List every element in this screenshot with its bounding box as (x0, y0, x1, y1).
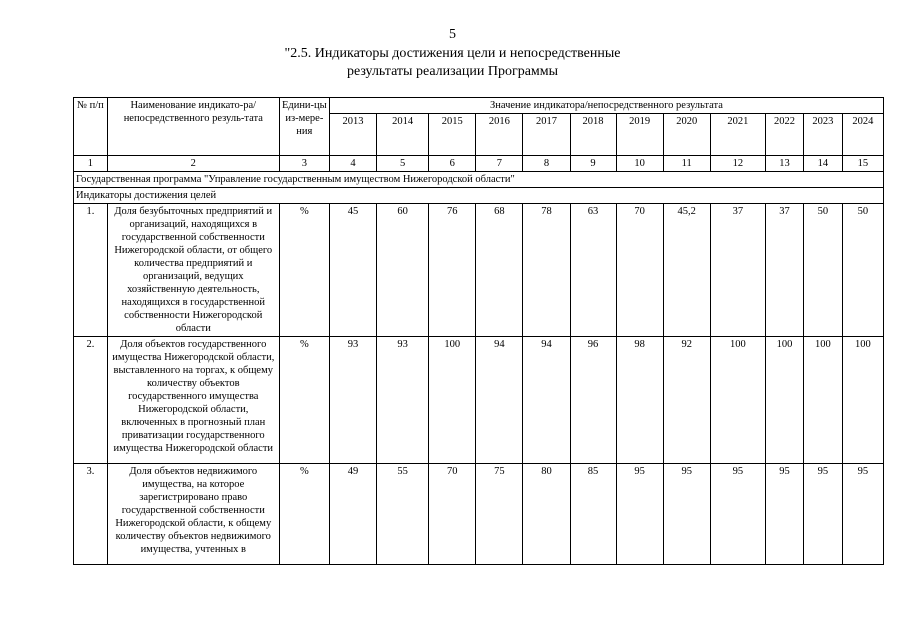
header-row-1 (74, 98, 884, 114)
indicator-unit: % (279, 337, 329, 464)
page-number: 5 (449, 27, 456, 42)
indicator-name: Доля безубыточных предприятий и организаций, находящихся в государственной собственности Нижегородской области, от общего количества предприятий и организаций, ведущих хозяйственную деятельность, находящихся в государственной собственности Нижегородской области (107, 204, 279, 337)
column-number: 10 (616, 156, 663, 172)
row-number: 3. (74, 464, 108, 565)
column-number: 2 (107, 156, 279, 172)
value-cell: 95 (663, 464, 710, 565)
header-year: 2015 (429, 114, 476, 156)
header-year: 2021 (710, 114, 765, 156)
table-row (74, 464, 884, 565)
value-cell: 55 (377, 464, 429, 565)
value-cell: 95 (616, 464, 663, 565)
value-cell: 45 (329, 204, 376, 337)
value-cell: 96 (570, 337, 616, 464)
value-cell: 92 (663, 337, 710, 464)
column-number: 5 (377, 156, 429, 172)
header-year: 2020 (663, 114, 710, 156)
value-cell: 100 (803, 337, 842, 464)
value-cell: 95 (842, 464, 883, 565)
value-cell: 95 (710, 464, 765, 565)
value-cell: 80 (523, 464, 570, 565)
header-year: 2013 (329, 114, 376, 156)
value-cell: 93 (377, 337, 429, 464)
value-cell: 75 (476, 464, 523, 565)
value-cell: 45,2 (663, 204, 710, 337)
value-cell: 98 (616, 337, 663, 464)
column-number: 1 (74, 156, 108, 172)
header-year: 2014 (377, 114, 429, 156)
value-cell: 60 (377, 204, 429, 337)
header-year: 2017 (523, 114, 570, 156)
header-value-group: Значение индикатора/непосредственного результата (329, 98, 883, 114)
program-row (74, 172, 884, 188)
column-number: 11 (663, 156, 710, 172)
header-unit: Едини-цы из-мере-ния (279, 98, 329, 156)
header-year: 2022 (766, 114, 804, 156)
indicator-name-cell (107, 464, 279, 565)
table-row (74, 204, 884, 337)
row-number: 2. (74, 337, 108, 464)
title-line-2: результаты реализации Программы (346, 64, 559, 79)
value-cell: 94 (476, 337, 523, 464)
row-number: 1. (74, 204, 108, 337)
value-cell: 49 (329, 464, 376, 565)
value-cell: 93 (329, 337, 376, 464)
value-cell: 70 (429, 464, 476, 565)
program-title: Государственная программа "Управление государственным имуществом Нижегородской области" (74, 172, 884, 188)
indicator-unit: % (279, 464, 329, 565)
value-cell: 50 (803, 204, 842, 337)
section-row (74, 188, 884, 204)
value-cell: 63 (570, 204, 616, 337)
header-year: 2019 (616, 114, 663, 156)
column-number: 9 (570, 156, 616, 172)
column-number: 12 (710, 156, 765, 172)
value-cell: 76 (429, 204, 476, 337)
value-cell: 50 (842, 204, 883, 337)
column-number: 14 (803, 156, 842, 172)
title-line-1: "2.5. Индикаторы достижения цели и непосредственные (284, 46, 621, 61)
value-cell: 100 (766, 337, 804, 464)
document-title (0, 45, 905, 81)
column-number: 3 (279, 156, 329, 172)
value-cell: 68 (476, 204, 523, 337)
header-year: 2018 (570, 114, 616, 156)
value-cell: 85 (570, 464, 616, 565)
value-cell: 37 (766, 204, 804, 337)
value-cell: 100 (429, 337, 476, 464)
section-title: Индикаторы достижения целей (74, 188, 884, 204)
header-year: 2024 (842, 114, 883, 156)
value-cell: 94 (523, 337, 570, 464)
value-cell: 95 (766, 464, 804, 565)
header-year: 2023 (803, 114, 842, 156)
column-number: 8 (523, 156, 570, 172)
column-number: 15 (842, 156, 883, 172)
value-cell: 37 (710, 204, 765, 337)
column-number: 6 (429, 156, 476, 172)
indicators-table (73, 97, 884, 565)
header-num: № п/п (74, 98, 108, 156)
value-cell: 95 (803, 464, 842, 565)
table-row (74, 337, 884, 464)
value-cell: 70 (616, 204, 663, 337)
indicator-name: Доля объектов государственного имущества Нижегородской области, выставленного на торгах, к общему количеству объектов государственного имущества Нижегородской области, включенных в прогнозный план приватизации государственного имущества Нижегородской области (107, 337, 279, 464)
value-cell: 100 (710, 337, 765, 464)
header-name: Наименование индикато-ра/непосредственного резуль-тата (107, 98, 279, 156)
column-number: 7 (476, 156, 523, 172)
column-number: 4 (329, 156, 376, 172)
indicator-name: Доля объектов недвижимого имущества, на которое зарегистрировано право государственной собственности Нижегородской области, к общему количеству объектов недвижимого имущества, учтенных в (115, 466, 272, 555)
value-cell: 78 (523, 204, 570, 337)
value-cell: 100 (842, 337, 883, 464)
header-year: 2016 (476, 114, 523, 156)
column-number-row (74, 156, 884, 172)
column-number: 13 (766, 156, 804, 172)
indicator-unit: % (279, 204, 329, 337)
